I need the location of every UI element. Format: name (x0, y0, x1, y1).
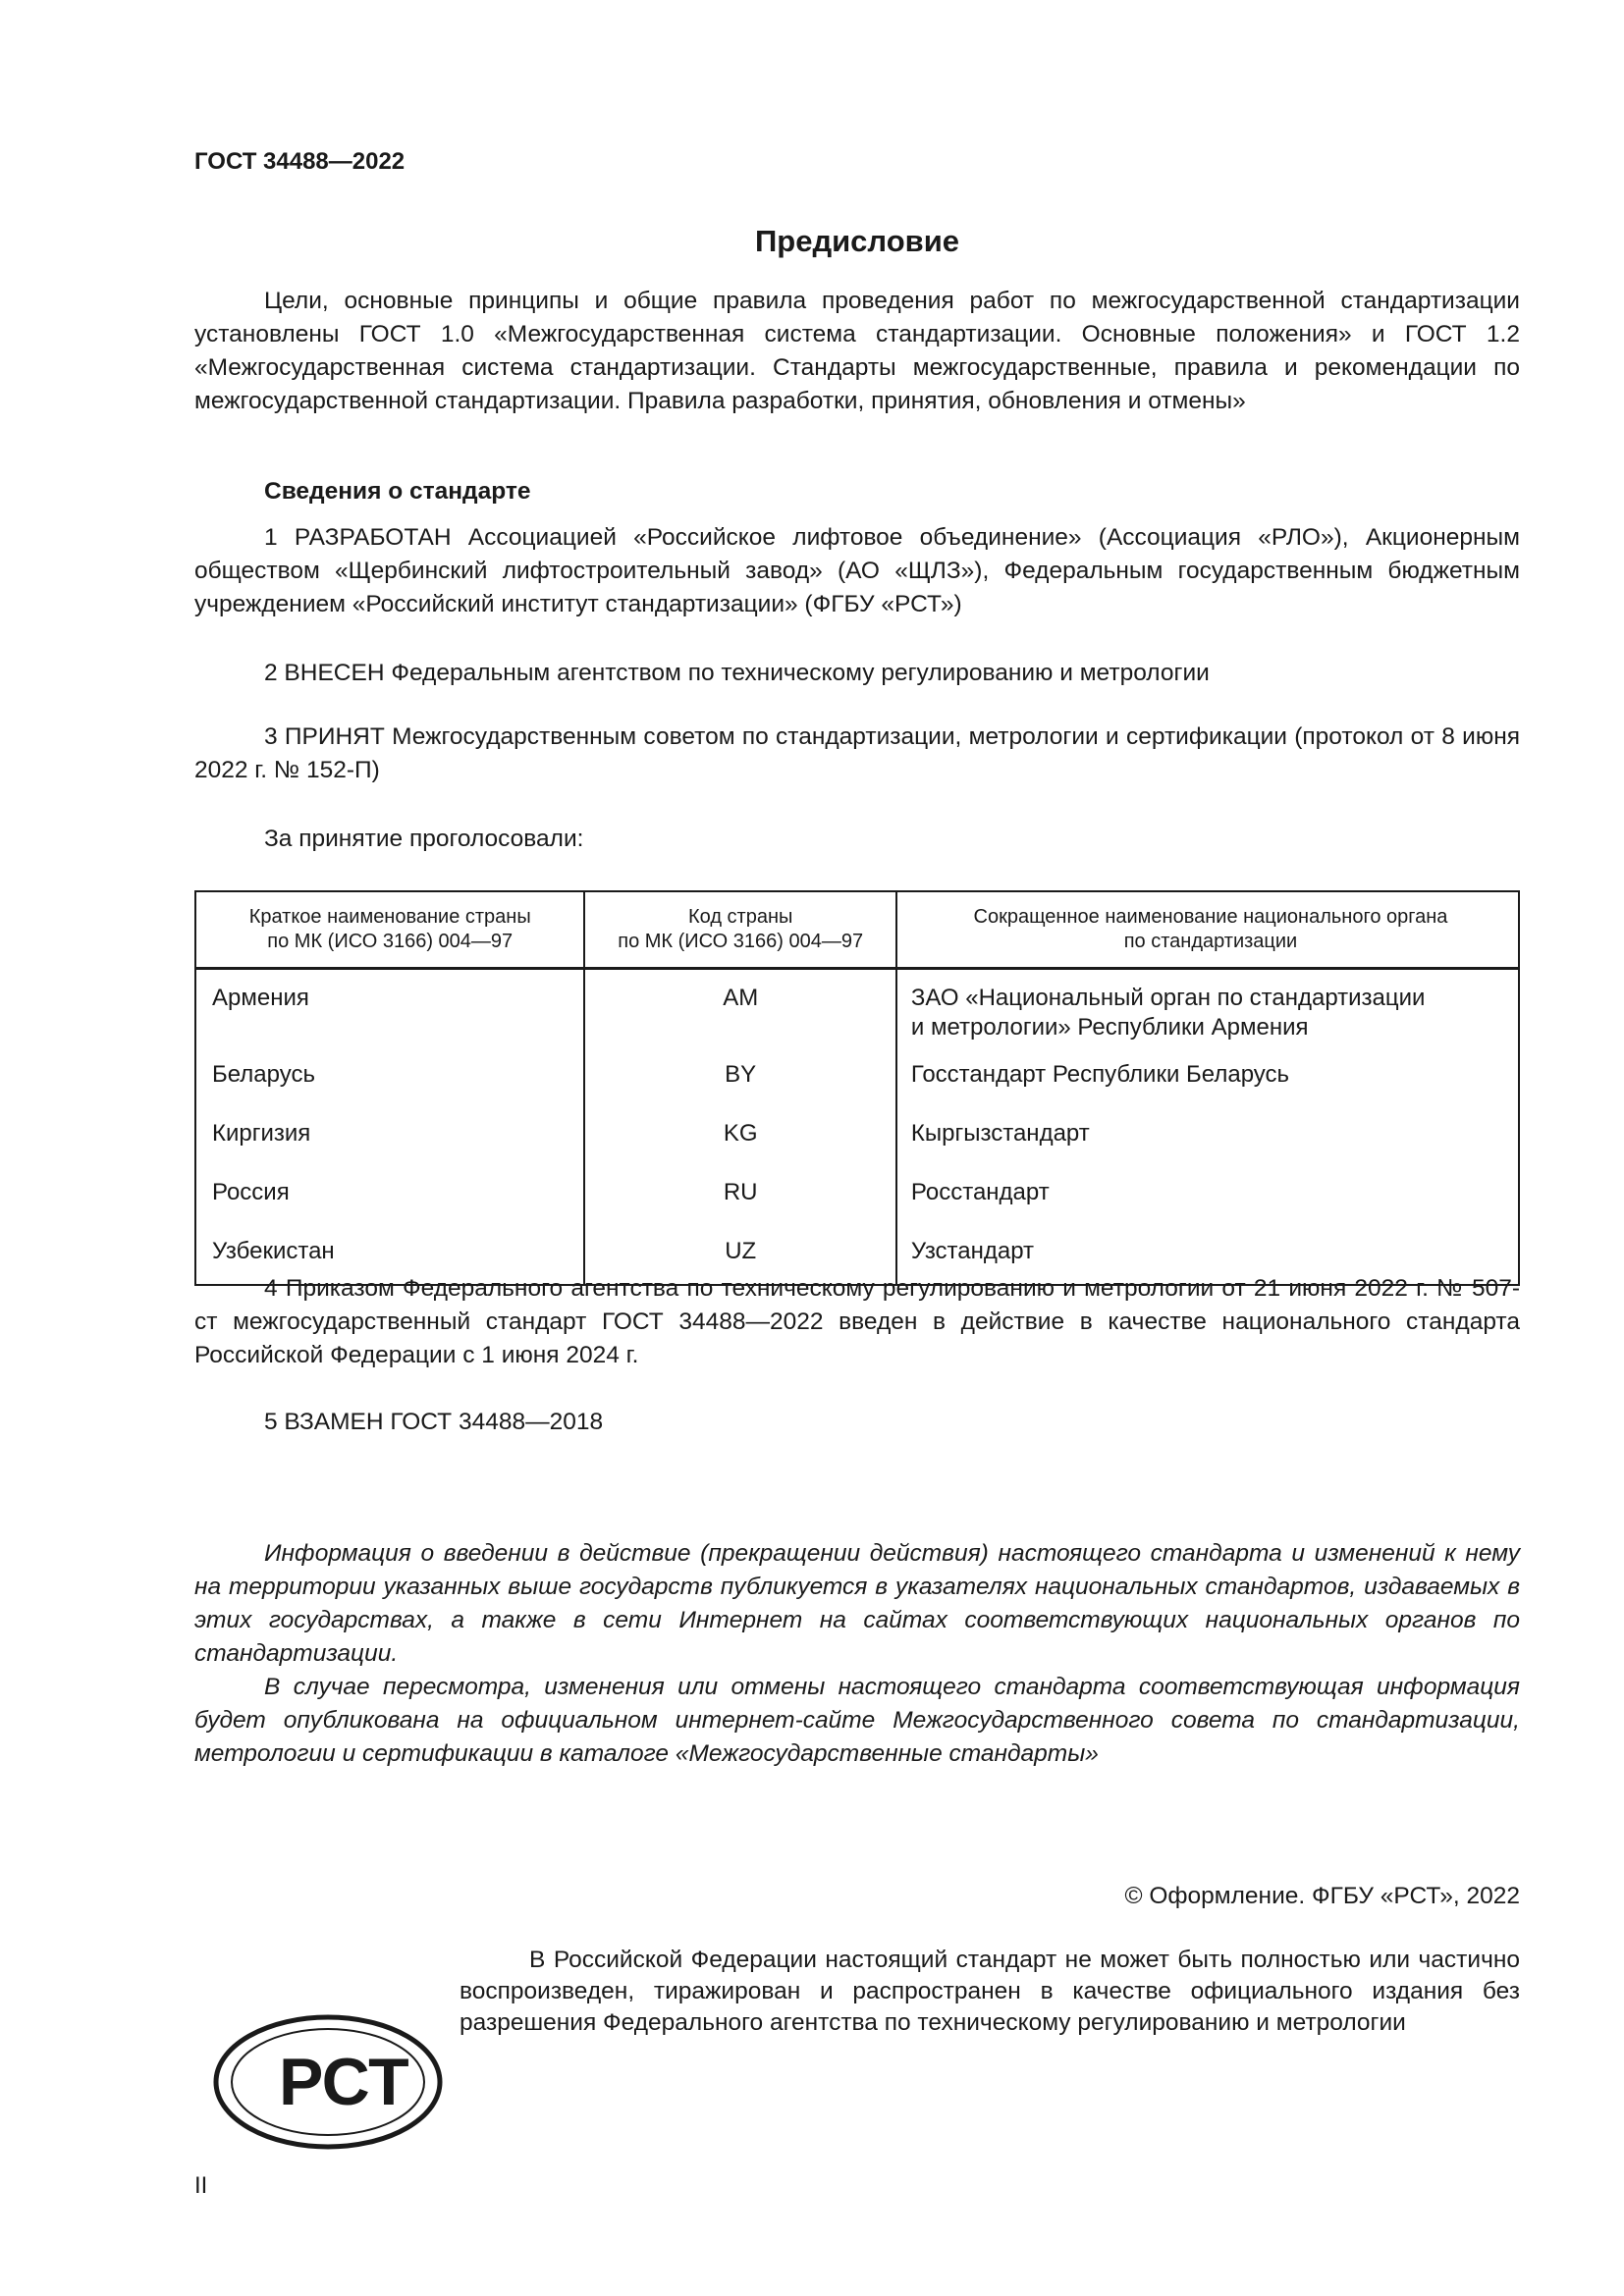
item-replaces: 5 ВЗАМЕН ГОСТ 34488—2018 (264, 1409, 604, 1435)
voting-table (194, 890, 1520, 1286)
cell-body: Росстандарт (896, 1168, 1519, 1227)
cell-body: ЗАО «Национальный орган по стандартизации и метрологии» Республики Армения (896, 969, 1519, 1051)
cell-code: AM (584, 969, 895, 1051)
item-order: 4 Приказом Федерального агентства по техническому регулированию и метрологии от 21 июня 2022 г. № 507-ст межгосударственный стандарт ГОСТ 34488—2022 введен в действие в качестве национального стандарта Российской Федерации с 1 июня 2024 г. (194, 1275, 1520, 1368)
cell-body: Кыргызстандарт (896, 1109, 1519, 1168)
info-paragraph-1: Информация о введении в действие (прекращении действия) настоящего стандарта и изменений к нему на территории указанных выше государств публикуется в указателях национальных стандартов, издаваемых в этих государствах, а также в сети Интернет на сайтах соответствующих национальных органов по стандартизации. (194, 1540, 1520, 1667)
table-row (195, 1050, 1519, 1109)
about-heading: Сведения о стандарте (264, 478, 531, 505)
info-paragraph-2: В случае пересмотра, изменения или отмены настоящего стандарта соответствующая информация будет опубликована на официальном интернет-сайте Межгосударственного совета по стандартизации, метрологии и сертификации в каталоге «Межгосударственные стандарты» (194, 1674, 1520, 1767)
item-introduced: 2 ВНЕСЕН Федеральным агентством по техническому регулированию и метрологии (264, 660, 1210, 686)
page-number: II (194, 2172, 208, 2199)
cell-country: Россия (195, 1168, 584, 1227)
standard-code: ГОСТ 34488—2022 (194, 148, 406, 175)
table-row (195, 969, 1519, 1051)
column-header-code: Код страны по МК (ИСО 3166) 004—97 (584, 891, 895, 969)
table-row (195, 1168, 1519, 1227)
column-header-country: Краткое наименование страны по МК (ИСО 3166) 004—97 (195, 891, 584, 969)
cell-code: UZ (584, 1227, 895, 1285)
cell-code: RU (584, 1168, 895, 1227)
pst-logo-icon (210, 2010, 446, 2154)
table-header-row (195, 891, 1519, 969)
cell-country: Армения (195, 969, 584, 1051)
cell-code: KG (584, 1109, 895, 1168)
cell-country: Беларусь (195, 1050, 584, 1109)
cell-body: Узстандарт (896, 1227, 1519, 1285)
cell-country: Узбекистан (195, 1227, 584, 1285)
cell-country: Киргизия (195, 1109, 584, 1168)
copyright-notice: © Оформление. ФГБУ «РСТ», 2022 (1124, 1883, 1520, 1909)
item-developed: 1 РАЗРАБОТАН Ассоциацией «Российское лифтовое объединение» (Ассоциация «РЛО»), Акционерным обществом «Щербинский лифтостроительный завод» (АО «ЩЛЗ»), Федеральным государственным бюджетным учреждением «Российский институт стандартизации» (ФГБУ «РСТ») (194, 524, 1520, 617)
page-title: Предисловие (754, 224, 959, 258)
column-header-body: Сокращенное наименование национального органа по стандартизации (896, 891, 1519, 969)
document-page (194, 0, 1520, 2296)
logo-lettering: РСТ (279, 2045, 409, 2119)
voted-label: За принятие проголосовали: (264, 826, 584, 852)
cell-body: Госстандарт Республики Беларусь (896, 1050, 1519, 1109)
item-adopted: 3 ПРИНЯТ Межгосударственным советом по стандартизации, метрологии и сертификации (протокол от 8 июня 2022 г. № 152-П) (194, 723, 1520, 783)
table-row (195, 1109, 1519, 1168)
intro-paragraph: Цели, основные принципы и общие правила проведения работ по межгосударственной стандартизации установлены ГОСТ 1.0 «Межгосударственная система стандартизации. Основные положения» и ГОСТ 1.2 «Межгосударственная система стандартизации. Стандарты межгосударственные, правила и рекомендации по межгосударственной стандартизации. Правила разработки, принятия, обновления и отмены» (194, 288, 1520, 414)
rights-notice: В Российской Федерации настоящий стандарт не может быть полностью или частично воспроизведен, тиражирован и распространен в качестве официального издания без разрешения Федерального агентства по техническому регулированию и метрологии (460, 1947, 1520, 2036)
cell-code: BY (584, 1050, 895, 1109)
